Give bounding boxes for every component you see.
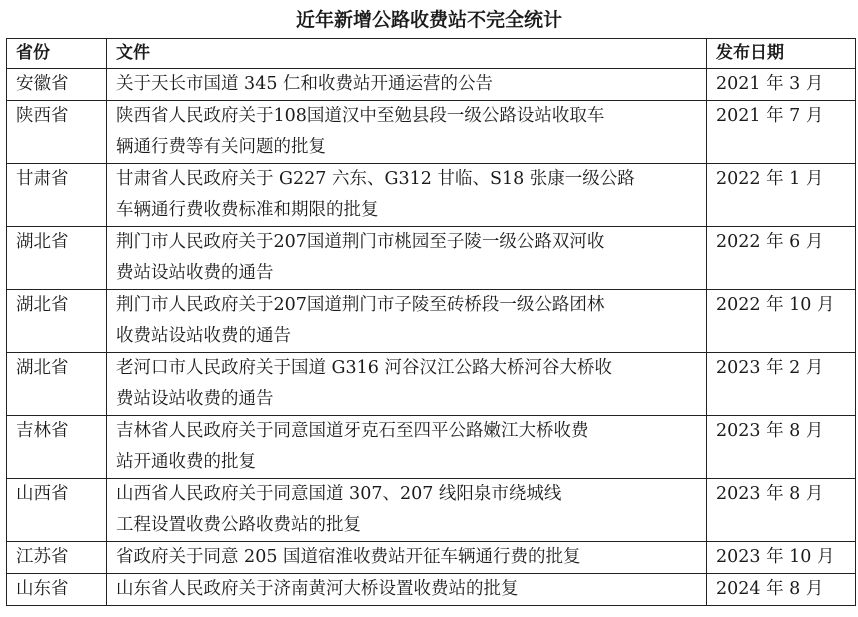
cell-date: 2021 年 7 月 (707, 101, 856, 164)
cell-province: 山西省 (7, 479, 107, 542)
cell-document (107, 574, 707, 606)
cell-document (107, 227, 707, 290)
cell-province: 吉林省 (7, 416, 107, 479)
header-province: 省份 (7, 39, 107, 69)
cell-document (107, 101, 707, 164)
document-line: 吉林省人民政府关于同意国道牙克石至四平公路嫩江大桥收费 (116, 421, 589, 441)
cell-province: 甘肃省 (7, 164, 107, 227)
table-row (7, 227, 856, 290)
document-line: 车辆通行费收费标准和期限的批复 (116, 200, 379, 220)
cell-province: 山东省 (7, 574, 107, 606)
cell-document (107, 290, 707, 353)
document-line: 收费站设站收费的通告 (116, 326, 291, 346)
document-line: 省政府关于同意 205 国道宿淮收费站开征车辆通行费的批复 (116, 547, 581, 567)
document-line: 陕西省人民政府关于108国道汉中至勉县段一级公路设站收取车 (116, 106, 605, 126)
document-line: 甘肃省人民政府关于 G227 六东、G312 甘临、S18 张康一级公路 (116, 169, 635, 189)
table-row (7, 290, 856, 353)
table-row (7, 479, 856, 542)
header-document: 文件 (107, 39, 707, 69)
table-row (7, 353, 856, 416)
cell-date: 2022 年 1 月 (707, 164, 856, 227)
cell-province: 湖北省 (7, 290, 107, 353)
table-row (7, 542, 856, 574)
document-line: 荆门市人民政府关于207国道荆门市桃园至子陵一级公路双河收 (116, 232, 605, 252)
document-line: 费站设站收费的通告 (116, 389, 274, 409)
document-line: 站开通收费的批复 (116, 452, 256, 472)
cell-document (107, 353, 707, 416)
cell-date: 2024 年 8 月 (707, 574, 856, 606)
document-line: 山东省人民政府关于济南黄河大桥设置收费站的批复 (116, 579, 519, 599)
cell-date: 2021 年 3 月 (707, 69, 856, 101)
cell-province: 湖北省 (7, 227, 107, 290)
cell-date: 2023 年 2 月 (707, 353, 856, 416)
table-row (7, 101, 856, 164)
document-line: 工程设置收费公路收费站的批复 (116, 515, 361, 535)
cell-document (107, 479, 707, 542)
header-date: 发布日期 (707, 39, 856, 69)
document-line: 荆门市人民政府关于207国道荆门市子陵至砖桥段一级公路团林 (116, 295, 605, 315)
cell-document (107, 416, 707, 479)
cell-province: 安徽省 (7, 69, 107, 101)
cell-date: 2023 年 10 月 (707, 542, 856, 574)
cell-date: 2022 年 10 月 (707, 290, 856, 353)
table-row (7, 69, 856, 101)
table-row (7, 574, 856, 606)
table-body (7, 69, 856, 606)
cell-date: 2023 年 8 月 (707, 416, 856, 479)
header-row (7, 39, 856, 69)
document-line: 山西省人民政府关于同意国道 307、207 线阳泉市绕城线 (116, 484, 562, 504)
cell-date: 2023 年 8 月 (707, 479, 856, 542)
toll-station-table (6, 38, 856, 606)
cell-province: 陕西省 (7, 101, 107, 164)
cell-province: 湖北省 (7, 353, 107, 416)
cell-document (107, 542, 707, 574)
document-line: 老河口市人民政府关于国道 G316 河谷汉江公路大桥河谷大桥收 (116, 358, 613, 378)
cell-document (107, 164, 707, 227)
document-line: 费站设站收费的通告 (116, 263, 274, 283)
document-line: 辆通行费等有关问题的批复 (116, 137, 326, 157)
table-title: 近年新增公路收费站不完全统计 (295, 9, 562, 31)
cell-document (107, 69, 707, 101)
cell-date: 2022 年 6 月 (707, 227, 856, 290)
document-line: 关于天长市国道 345 仁和收费站开通运营的公告 (116, 74, 494, 94)
table-row (7, 416, 856, 479)
cell-province: 江苏省 (7, 542, 107, 574)
table-row (7, 164, 856, 227)
